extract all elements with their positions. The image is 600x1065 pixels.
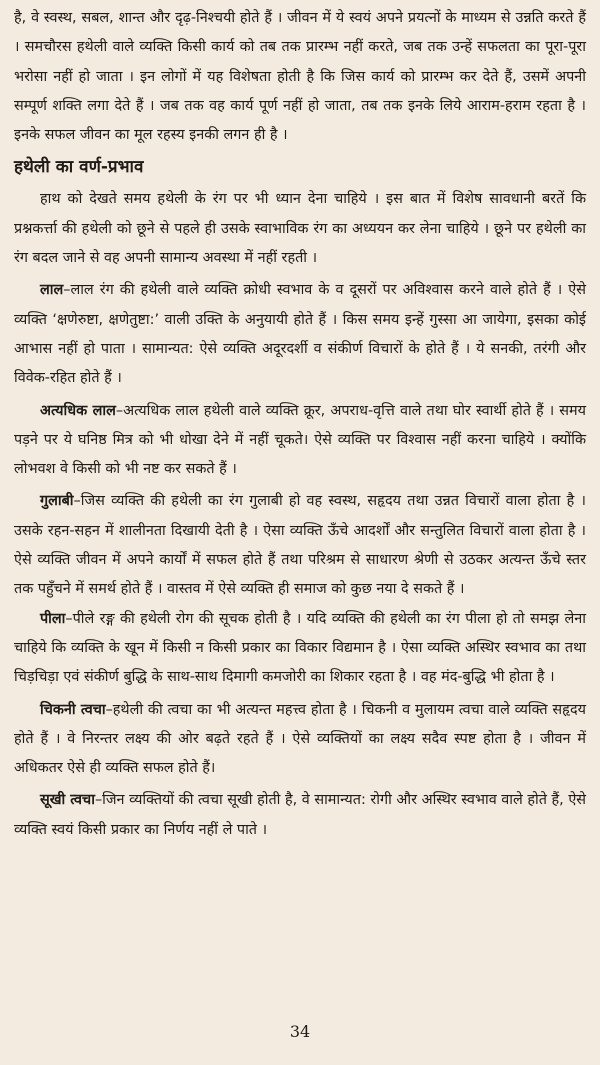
- paragraph-pink: [14, 487, 586, 604]
- term-dry-skin: सूखी त्वचा: [40, 792, 95, 809]
- paragraph-red: [14, 276, 586, 393]
- paragraph-dry-skin: [14, 786, 586, 845]
- text-smooth-skin: –हथेली की त्वचा का भी अत्यन्त महत्त्व होता है । चिकनी व मुलायम त्वचा वाले व्यक्ति सहृदय होते हैं । वे निरन्तर लक्ष्य की ओर बढ़ते रहते हैं । ऐसे व्यक्तियों का लक्ष्य सदैव स्पष्ट होता है । जीवन में अधिकतर ऐसे ही व्यक्ति सफल होते हैं।: [14, 701, 587, 777]
- text-deep-red: –अत्यधिक लाल हथेली वाले व्यक्ति क्रूर, अपराध-वृत्ति वाले तथा घोर स्वार्थी होते हैं । समय पड़ने पर ये घनिष्ठ मित्र को भी धोखा देने में नहीं चूकते। ऐसे व्यक्ति पर विश्वास नहीं करना चाहिये । क्योंकि लोभवश वे किसी को भी नष्ट कर सकते हैं ।: [14, 402, 586, 478]
- paragraph-deep-red: [14, 397, 586, 485]
- text-pink: –जिस व्यक्ति की हथेली का रंग गुलाबी हो वह स्वस्थ, सहृदय तथा उन्नत विचारों वाला होता है । उसके रहन-सहन में शालीनता दिखायी देती है । ऐसा व्यक्ति ऊँचे आदर्शों और सन्तुलित विचारों वाला होता है । ऐसे व्यक्ति जीवन में अपने कार्यों में सफल होते हैं तथा परिश्रम से साधारण श्रेणी से उठकर अत्यन्त ऊँचे स्तर तक पहुँचने में समर्थ होते हैं । वास्तव में ऐसे व्यक्ति ही समाज को कुछ नया दे सकते हैं ।: [14, 493, 586, 598]
- opening-paragraph: हाथ को देखते समय हथेली के रंग पर भी ध्यान देना चाहिये । इस बात में विशेष सावधानी बरतें कि प्रश्नकर्त्ता की हथेली को छूने से पहले ही उसके स्वाभाविक रंग का अध्ययन कर लेना चाहिये । छूने पर हथेली का रंग बदल जाने से वह अपनी सामान्य अवस्था में नहीं रहती ।: [14, 191, 586, 267]
- intro-paragraph: है, वे स्वस्थ, सबल, शान्त और दृढ़-निश्चयी होते हैं । जीवन में ये स्वयं अपने प्रयत्नों के माध्यम से उन्नति करते हैं । समचौरस हथेली वाले व्यक्ति किसी कार्य को तब तक प्रारम्भ नहीं करते, जब तक उन्हें सफलता का पूरा-पूरा भरोसा नहीं हो जाता । इन लोगों में यह विशेषता होती है कि जिस कार्य को प्रारम्भ कर देते हैं, उसमें अपनी सम्पूर्ण शक्ति लगा देते हैं । जब तक वह कार्य पूर्ण नहीं हो जाता, तब तक इनके लिये आराम-हराम रहता है । इनके सफल जीवन का मूल रहस्य इनकी लगन ही है ।: [14, 10, 586, 144]
- term-deep-red: अत्यधिक लाल: [40, 402, 116, 419]
- text-yellow: –पीले रङ्ग की हथेली रोग की सूचक होती है । यदि व्यक्ति की हथेली का रंग पीला हो तो समझ लेना चाहिये कि व्यक्ति के खून में किसी न किसी प्रकार का विकार विद्यमान है । ऐसा व्यक्ति अस्थिर स्वभाव का तथा चिड़चिड़ा एवं संकीर्ण बुद्धि के साथ-साथ दिमागी कमजोरी का शिकार रहता है । वह मंद-बुद्धि भी होता है ।: [14, 610, 586, 686]
- page-number: 34: [289, 1022, 311, 1041]
- text-dry-skin: –जिन व्यक्तियों की त्वचा सूखी होती है, वे सामान्यत: रोगी और अस्थिर स्वभाव वाले होते हैं, ऐसे व्यक्ति स्वयं किसी प्रकार का निर्णय नहीं ले पाते ।: [14, 792, 586, 838]
- term-pink: गुलाबी: [40, 493, 74, 510]
- paragraph-yellow: [14, 605, 586, 693]
- paragraph-smooth-skin: [14, 696, 586, 784]
- term-smooth-skin: चिकनी त्वचा: [40, 701, 106, 718]
- term-red: लाल: [40, 282, 64, 299]
- section-heading: हथेली का वर्ण-प्रभाव: [14, 157, 144, 178]
- text-red: –लाल रंग की हथेली वाले व्यक्ति क्रोधी स्वभाव के व दूसरों पर अविश्वास करने वाले होते हैं । ऐसे व्यक्ति ‘क्षणेरुष्टा, क्षणेतुष्टा:’ वाली उक्ति के अनुयायी होते हैं । किस समय इन्हें गुस्सा आ जायेगा, इसका कोई आभास नहीं हो पाता । सामान्यत: ऐसे व्यक्ति अदूरदर्शी व संकीर्ण विचारों के होते हैं । ये सनकी, तरंगी और विवेक-रहित होते हैं ।: [14, 282, 586, 387]
- term-yellow: पीला: [40, 610, 66, 627]
